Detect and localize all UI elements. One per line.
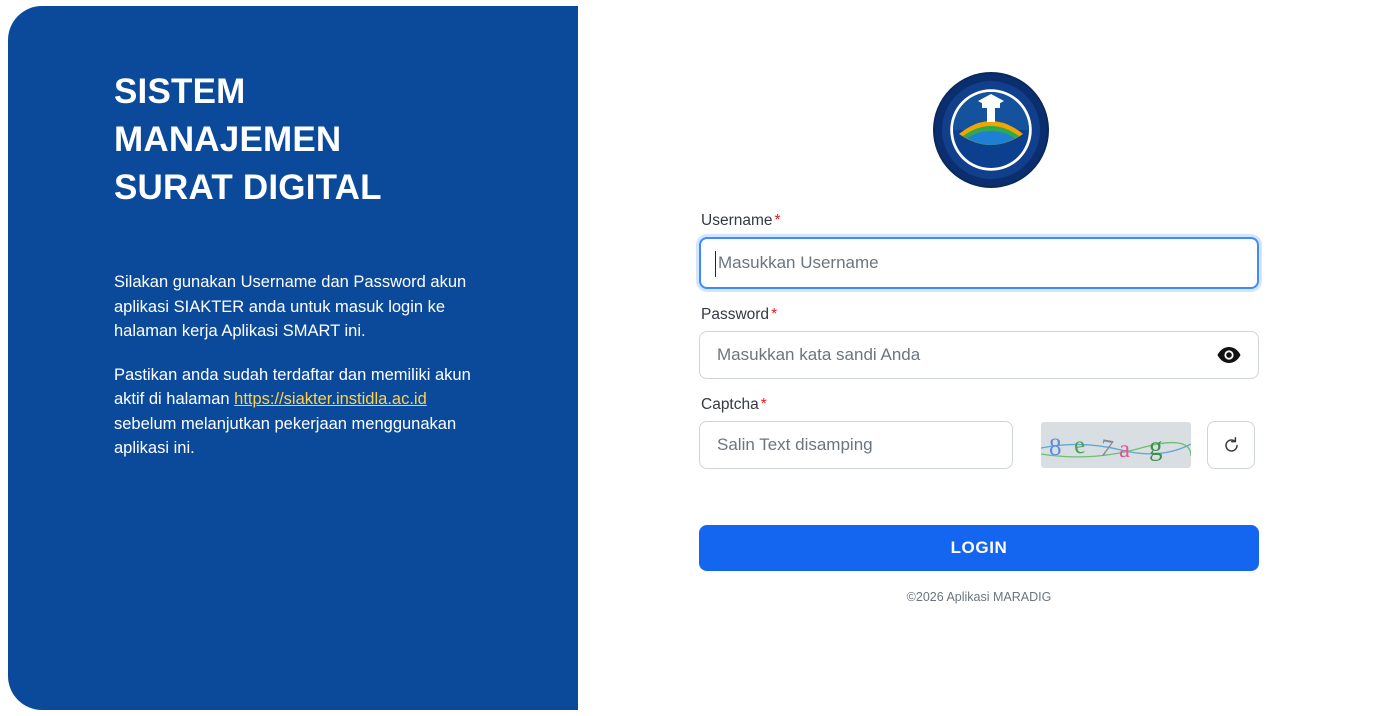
captcha-required-mark: * [760, 396, 767, 413]
svg-text:g: g [1149, 431, 1163, 461]
password-label [701, 306, 1259, 324]
text-caret [715, 251, 716, 277]
login-form [699, 212, 1259, 604]
svg-text:a: a [1119, 436, 1131, 463]
login-form-panel [578, 6, 1370, 710]
captcha-image [1041, 422, 1191, 468]
login-button[interactable]: LOGIN [699, 525, 1259, 571]
username-required-mark: * [774, 212, 781, 229]
intro-text [114, 270, 484, 480]
password-label-text: Password [701, 306, 770, 323]
password-input[interactable] [699, 331, 1259, 379]
svg-text:7: 7 [1098, 434, 1116, 464]
refresh-captcha-button[interactable] [1207, 421, 1255, 469]
password-required-mark: * [771, 306, 778, 323]
branding-panel [8, 6, 578, 710]
username-label [701, 212, 1259, 230]
password-placeholder: Masukkan kata sandi Anda [717, 345, 921, 364]
username-input[interactable] [699, 237, 1259, 289]
captcha-placeholder: Salin Text disamping [717, 435, 873, 454]
captcha-label-text: Captcha [701, 396, 759, 413]
svg-text:8: 8 [1049, 434, 1062, 461]
copyright-text: ©2026 Aplikasi MARADIG [906, 590, 1052, 604]
title-line-1: SISTEM [114, 72, 246, 111]
siakter-link[interactable]: https://siakter.instidla.ac.id [234, 390, 427, 408]
title-line-2: MANAJEMEN [114, 120, 342, 159]
intro-paragraph-2-after: sebelum melanjutkan pekerjaan menggunakan aplikasi ini. [114, 414, 457, 457]
eye-icon[interactable] [1216, 344, 1242, 366]
title-line-3: SURAT DIGITAL [114, 168, 382, 207]
username-label-text: Username [701, 212, 773, 229]
intro-paragraph-2-before: Pastikan anda sudah terdaftar dan memiliki akun aktif di halaman [114, 365, 471, 408]
svg-text:e: e [1072, 431, 1087, 460]
intro-paragraph-2 [114, 363, 484, 461]
institution-logo [933, 72, 1049, 188]
username-placeholder: Masukkan Username [718, 253, 879, 272]
captcha-label [701, 396, 1259, 414]
page-title [114, 68, 534, 212]
intro-paragraph-1: Silakan gunakan Username dan Password akun aplikasi SIAKTER anda untuk masuk login ke halaman kerja Aplikasi SMART ini. [114, 273, 467, 340]
captcha-row [699, 421, 1259, 469]
captcha-input[interactable] [699, 421, 1013, 469]
